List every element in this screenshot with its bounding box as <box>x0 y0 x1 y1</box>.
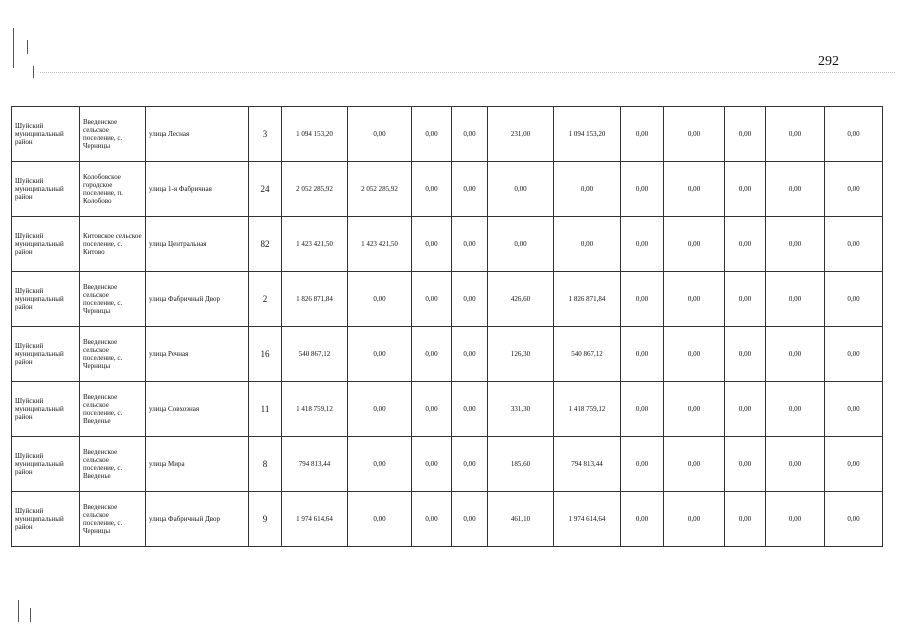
data-table <box>11 106 883 547</box>
table-row <box>12 437 883 492</box>
cell-district: Шуйский муниципальный район <box>12 492 80 547</box>
cell-street: улица 1-я Фабричная <box>146 162 249 217</box>
cell-value-1: 1 094 153,20 <box>282 107 348 162</box>
cell-value-11: 0,00 <box>825 327 883 382</box>
cell-value-7: 0,00 <box>621 217 664 272</box>
cell-street: улица Мира <box>146 437 249 492</box>
table-row <box>12 327 883 382</box>
cell-value-7: 0,00 <box>621 107 664 162</box>
cell-count: 3 <box>249 107 282 162</box>
cell-value-9: 0,00 <box>725 272 766 327</box>
cell-value-4: 0,00 <box>452 217 488 272</box>
cell-value-2: 0,00 <box>348 492 412 547</box>
table-row <box>12 492 883 547</box>
cell-value-9: 0,00 <box>725 437 766 492</box>
cell-value-11: 0,00 <box>825 217 883 272</box>
scan-mark-top <box>27 40 28 54</box>
cell-value-2: 0,00 <box>348 107 412 162</box>
cell-value-5: 0,00 <box>488 217 554 272</box>
cell-settlement: Китовское сельское поселение, с. Китово <box>80 217 146 272</box>
cell-value-10: 0,00 <box>766 107 825 162</box>
cell-value-8: 0,00 <box>664 162 725 217</box>
cell-value-7: 0,00 <box>621 327 664 382</box>
cell-settlement: Введенское сельское поселение, с. Черницы <box>80 107 146 162</box>
cell-value-8: 0,00 <box>664 492 725 547</box>
cell-value-10: 0,00 <box>766 492 825 547</box>
cell-count: 82 <box>249 217 282 272</box>
cell-value-4: 0,00 <box>452 272 488 327</box>
cell-district: Шуйский муниципальный район <box>12 382 80 437</box>
cell-district: Шуйский муниципальный район <box>12 107 80 162</box>
scan-mark-left <box>13 28 14 68</box>
cell-value-11: 0,00 <box>825 437 883 492</box>
cell-street: улица Фабричный Двор <box>146 272 249 327</box>
cell-district: Шуйский муниципальный район <box>12 217 80 272</box>
cell-count: 16 <box>249 327 282 382</box>
cell-value-9: 0,00 <box>725 217 766 272</box>
cell-value-4: 0,00 <box>452 382 488 437</box>
cell-value-8: 0,00 <box>664 107 725 162</box>
cell-value-9: 0,00 <box>725 492 766 547</box>
cell-value-10: 0,00 <box>766 162 825 217</box>
cell-value-6: 1 094 153,20 <box>554 107 621 162</box>
cell-value-5: 126,30 <box>488 327 554 382</box>
cell-value-5: 426,60 <box>488 272 554 327</box>
cell-value-4: 0,00 <box>452 107 488 162</box>
cell-value-5: 461,10 <box>488 492 554 547</box>
cell-value-2: 0,00 <box>348 382 412 437</box>
cell-value-6: 1 418 759,12 <box>554 382 621 437</box>
cell-value-7: 0,00 <box>621 272 664 327</box>
cell-value-4: 0,00 <box>452 327 488 382</box>
cell-value-7: 0,00 <box>621 492 664 547</box>
cell-value-9: 0,00 <box>725 327 766 382</box>
cell-value-3: 0,00 <box>412 382 452 437</box>
cell-value-2: 2 052 285,92 <box>348 162 412 217</box>
cell-settlement: Введенское сельское поселение, с. Введенье <box>80 437 146 492</box>
cell-value-6: 794 813,44 <box>554 437 621 492</box>
cell-value-1: 1 974 614,64 <box>282 492 348 547</box>
cell-settlement: Введенское сельское поселение, с. Черницы <box>80 327 146 382</box>
cell-value-5: 185,60 <box>488 437 554 492</box>
cell-value-3: 0,00 <box>412 437 452 492</box>
cell-value-11: 0,00 <box>825 272 883 327</box>
cell-value-11: 0,00 <box>825 162 883 217</box>
cell-count: 9 <box>249 492 282 547</box>
cell-value-3: 0,00 <box>412 162 452 217</box>
cell-value-3: 0,00 <box>412 217 452 272</box>
cell-value-8: 0,00 <box>664 327 725 382</box>
cell-value-10: 0,00 <box>766 217 825 272</box>
cell-count: 24 <box>249 162 282 217</box>
cell-value-9: 0,00 <box>725 107 766 162</box>
cell-value-3: 0,00 <box>412 327 452 382</box>
cell-value-10: 0,00 <box>766 437 825 492</box>
cell-settlement: Введенское сельское поселение, с. Введенье <box>80 382 146 437</box>
cell-district: Шуйский муниципальный район <box>12 327 80 382</box>
table-row <box>12 272 883 327</box>
cell-street: улица Фабричный Двор <box>146 492 249 547</box>
cell-count: 2 <box>249 272 282 327</box>
cell-value-7: 0,00 <box>621 437 664 492</box>
cell-value-7: 0,00 <box>621 162 664 217</box>
cell-settlement: Колобовское городское поселение, п. Колобово <box>80 162 146 217</box>
cell-value-6: 0,00 <box>554 217 621 272</box>
table-row <box>12 382 883 437</box>
cell-value-2: 1 423 421,50 <box>348 217 412 272</box>
cell-value-1: 1 418 759,12 <box>282 382 348 437</box>
cell-value-4: 0,00 <box>452 437 488 492</box>
cell-value-6: 0,00 <box>554 162 621 217</box>
cell-value-6: 1 974 614,64 <box>554 492 621 547</box>
cell-settlement: Введенское сельское поселение, с. Черницы <box>80 272 146 327</box>
scan-mark-upper <box>33 66 34 78</box>
cell-street: улица Лесная <box>146 107 249 162</box>
cell-value-1: 794 813,44 <box>282 437 348 492</box>
cell-value-5: 331,30 <box>488 382 554 437</box>
cell-value-1: 1 826 871,84 <box>282 272 348 327</box>
cell-value-1: 2 052 285,92 <box>282 162 348 217</box>
cell-district: Шуйский муниципальный район <box>12 162 80 217</box>
data-table-container <box>11 106 882 547</box>
cell-value-8: 0,00 <box>664 272 725 327</box>
cell-value-8: 0,00 <box>664 382 725 437</box>
cell-value-10: 0,00 <box>766 382 825 437</box>
cell-value-9: 0,00 <box>725 162 766 217</box>
cell-street: улица Речная <box>146 327 249 382</box>
cell-value-2: 0,00 <box>348 272 412 327</box>
cell-count: 11 <box>249 382 282 437</box>
cell-value-5: 0,00 <box>488 162 554 217</box>
cell-value-11: 0,00 <box>825 492 883 547</box>
cell-value-3: 0,00 <box>412 107 452 162</box>
cell-settlement: Введенское сельское поселение, с. Черницы <box>80 492 146 547</box>
cell-value-2: 0,00 <box>348 327 412 382</box>
table-row <box>12 162 883 217</box>
cell-value-3: 0,00 <box>412 272 452 327</box>
cell-value-2: 0,00 <box>348 437 412 492</box>
cell-value-6: 540 867,12 <box>554 327 621 382</box>
scan-noise-line <box>40 72 895 74</box>
cell-street: улица Центральная <box>146 217 249 272</box>
cell-value-1: 1 423 421,50 <box>282 217 348 272</box>
cell-value-10: 0,00 <box>766 272 825 327</box>
cell-street: улица Совхозная <box>146 382 249 437</box>
cell-value-1: 540 867,12 <box>282 327 348 382</box>
table-row <box>12 217 883 272</box>
scan-mark-bottom <box>18 600 19 622</box>
cell-value-4: 0,00 <box>452 162 488 217</box>
cell-value-11: 0,00 <box>825 382 883 437</box>
cell-value-7: 0,00 <box>621 382 664 437</box>
cell-value-4: 0,00 <box>452 492 488 547</box>
cell-value-11: 0,00 <box>825 107 883 162</box>
cell-value-3: 0,00 <box>412 492 452 547</box>
scan-mark-bottom2 <box>30 608 31 622</box>
cell-count: 8 <box>249 437 282 492</box>
cell-district: Шуйский муниципальный район <box>12 437 80 492</box>
cell-value-9: 0,00 <box>725 382 766 437</box>
page-number: 292 <box>818 54 839 69</box>
table-row <box>12 107 883 162</box>
cell-value-6: 1 826 871,84 <box>554 272 621 327</box>
cell-value-5: 231,00 <box>488 107 554 162</box>
cell-value-8: 0,00 <box>664 217 725 272</box>
cell-value-10: 0,00 <box>766 327 825 382</box>
cell-district: Шуйский муниципальный район <box>12 272 80 327</box>
cell-value-8: 0,00 <box>664 437 725 492</box>
